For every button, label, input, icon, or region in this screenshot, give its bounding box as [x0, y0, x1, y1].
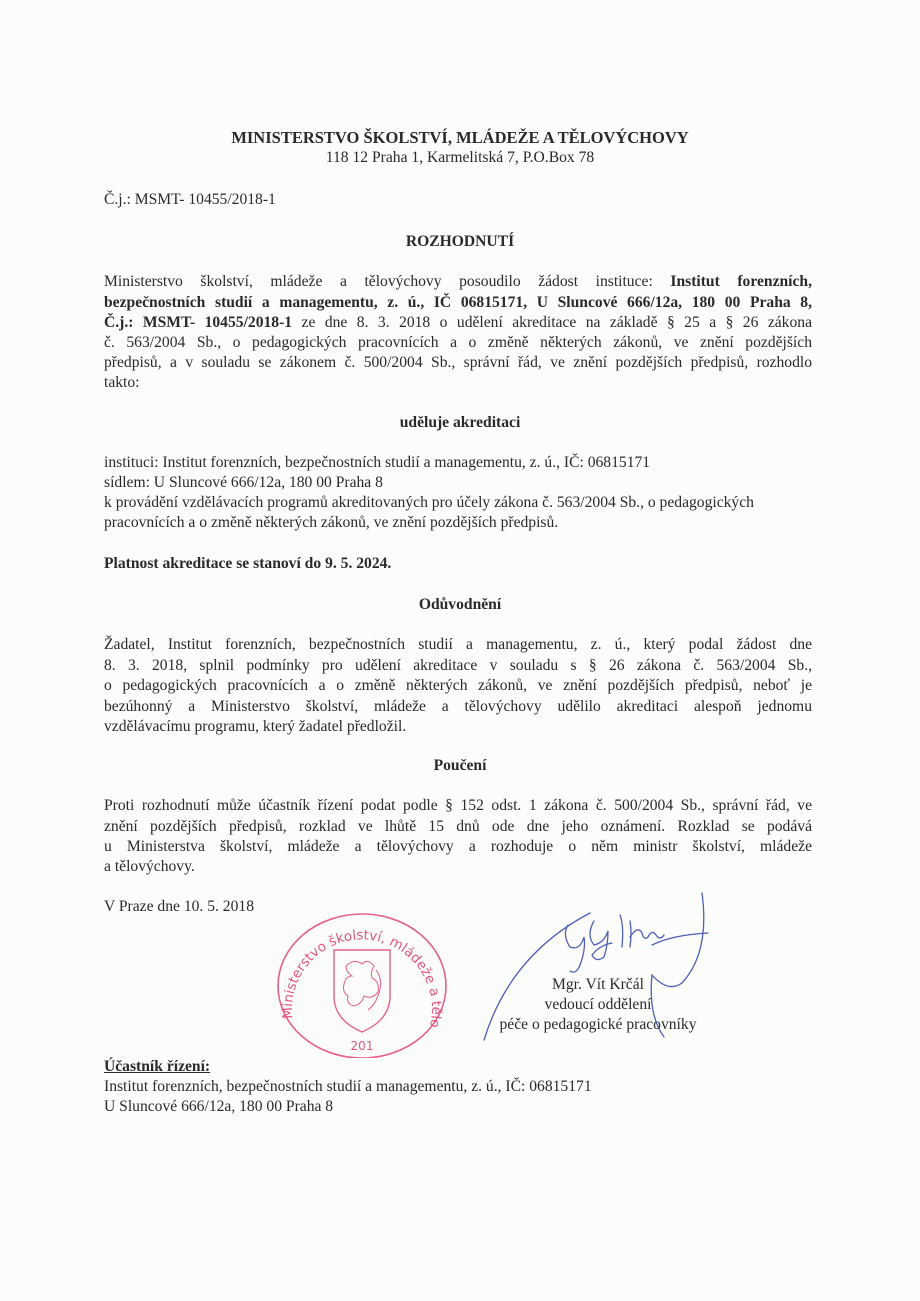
- reasoning-line-2: 8. 3. 2018, splnil podmínky pro udělení akreditace v souladu s § 26 zákona č. 563/2004 Sb.,: [104, 657, 812, 674]
- reasoning-line-3: o pedagogických pracovnících a o změně některých zákonů, ve znění pozdějších předpisů, neboť je: [104, 677, 812, 694]
- place-and-date: V Praze dne 10. 5. 2018: [104, 898, 254, 915]
- reasoning-heading: Odůvodnění: [418, 596, 502, 613]
- grant-line-2: sídlem: U Sluncové 666/12a, 180 00 Praha 8: [104, 474, 383, 491]
- intro-line-4: č. 563/2004 Sb., o pedagogických pracovnících a o změně některých zákonů, ve znění pozdějších: [104, 334, 812, 351]
- intro-line-2: bezpečnostních studií a managementu, z. ú., IČ 06815171, U Sluncové 666/12a, 180 00 Praha 8,: [104, 294, 812, 311]
- ministry-address: 118 12 Praha 1, Karmelitská 7, P.O.Box 78: [325, 149, 595, 166]
- participant-heading: Účastník řízení:: [104, 1058, 211, 1075]
- instruction-line-1: Proti rozhodnutí může účastník řízení podat podle § 152 odst. 1 zákona č. 500/2004 Sb., správní řád, ve: [104, 797, 812, 814]
- instruction-line-2: znění pozdějších předpisů, rozklad ve lhůtě 15 dnů ode dne jeho oznámení. Rozklad se podává: [104, 818, 812, 835]
- reasoning-line-1: Žadatel, Institut forenzních, bezpečnostních studií a managementu, z. ú., který podal žádost dne: [104, 636, 812, 653]
- instruction-heading: Poučení: [433, 757, 487, 774]
- instruction-line-3: u Ministerstva školství, mládeže a tělovýchovy a rozhoduje o něm ministr školství, mládeže: [104, 838, 812, 855]
- stamp-seal-icon: [272, 908, 452, 1058]
- official-stamp: [272, 908, 452, 1058]
- ministry-name: MINISTERSTVO ŠKOLSTVÍ, MLÁDEŽE A TĚLOVÝCHOVY: [231, 128, 689, 147]
- intro-line-3: Č.j.: MSMT- 10455/2018-1 ze dne 8. 3. 2018 o udělení akreditace na základě § 25 a § 26 zákona: [104, 314, 812, 331]
- instruction-line-4: a tělovýchovy.: [104, 858, 195, 875]
- validity-statement: Platnost akreditace se stanoví do 9. 5. 2024.: [104, 555, 392, 572]
- intro-reference: Č.j.: MSMT- 10455/2018-1: [104, 314, 293, 331]
- grant-line-3: k provádění vzdělávacích programů akreditovaných pro účely zákona č. 563/2004 Sb., o pedagogických: [104, 494, 754, 511]
- intro-line-1: Ministerstvo školství, mládeže a tělovýchovy posoudilo žádost instituce: Institut forenzních,: [104, 273, 813, 290]
- stamp-number: 201: [350, 1039, 374, 1053]
- svg-text:Ministerstvo školství, mládeže: Ministerstvo školství, mládeže a tělo: [279, 927, 445, 1030]
- reference-number: Č.j.: MSMT- 10455/2018-1: [104, 191, 276, 208]
- grant-line-1: instituci: Institut forenzních, bezpečnostních studií a managementu, z. ú., IČ: 06815171: [104, 454, 651, 471]
- signatory-block: [478, 975, 718, 1035]
- intro-line-5: předpisů, a v souladu se zákonem č. 500/2004 Sb., správní řád, ve znění pozdějších předpisů, rozhodlo: [104, 354, 812, 371]
- grant-line-4: pracovnících a o změně některých zákonů, ve znění pozdějších předpisů.: [104, 514, 559, 531]
- reasoning-line-4: bezúhonný a Ministerstvo školství, mládeže a tělovýchovy udělilo akreditaci alespoň jednomu: [104, 698, 812, 715]
- signatory-role: vedoucí oddělení: [544, 996, 652, 1013]
- document-title: ROZHODNUTÍ: [405, 233, 515, 250]
- grant-heading: uděluje akreditaci: [399, 414, 521, 431]
- intro-line-6: takto:: [104, 374, 140, 391]
- participant-line-2: U Sluncové 666/12a, 180 00 Praha 8: [104, 1098, 334, 1115]
- reasoning-line-5: vzdělávacímu programu, který žadatel předložil.: [104, 718, 407, 735]
- institution-name: Institut forenzních,: [670, 273, 813, 290]
- signatory-name: Mgr. Vít Krčál: [552, 976, 644, 993]
- signatory-department: péče o pedagogické pracovníky: [499, 1016, 697, 1033]
- participant-line-1: Institut forenzních, bezpečnostních studií a managementu, z. ú., IČ: 06815171: [104, 1078, 592, 1095]
